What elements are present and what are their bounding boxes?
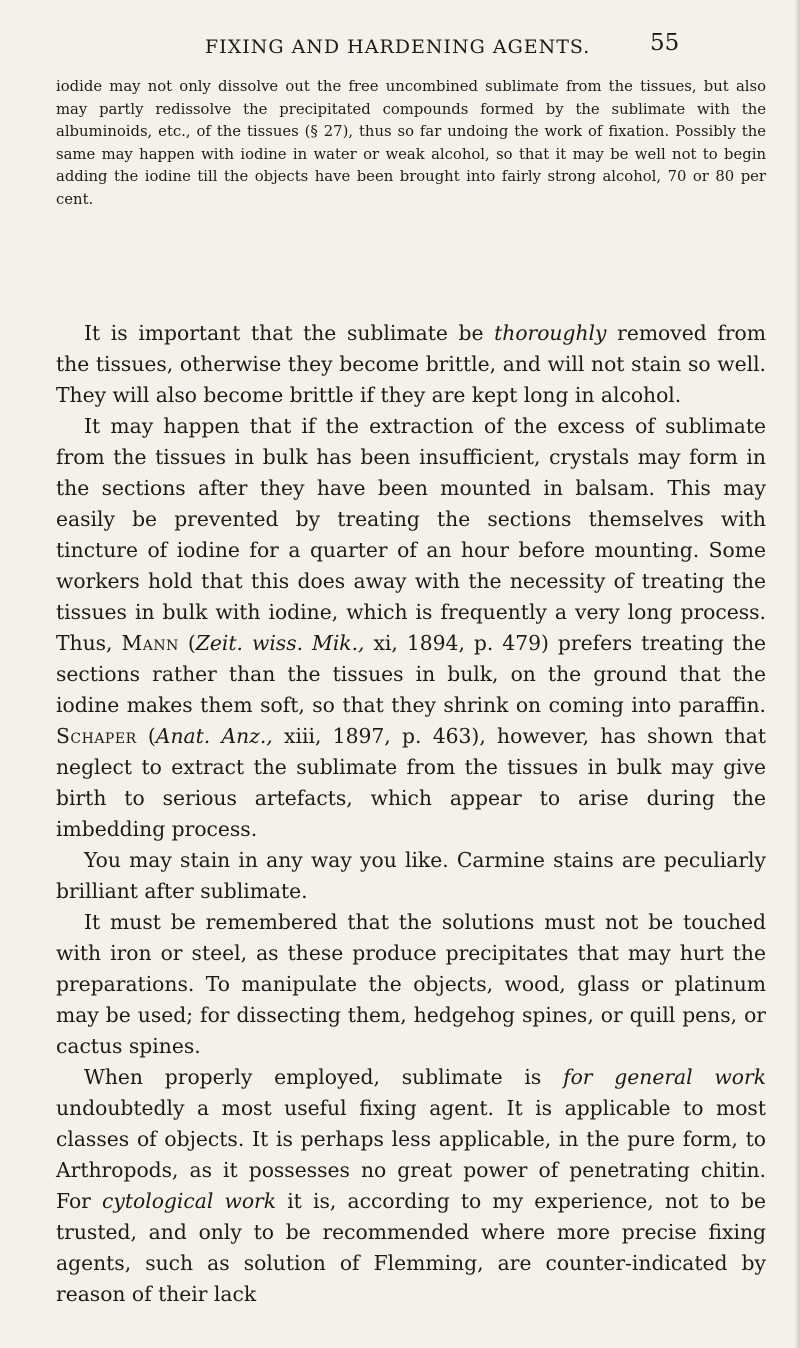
paragraph-iron-steel-warning: It must be remembered that the solutions must not be touched with iron or steel, as these produce precipitates that may hurt the preparations. To manipulate the objects, wood, glass or platinum may be used; for dissecting them, hedgehog spines, or quill pens, or cactus spines. bbox=[56, 910, 766, 1058]
emphasis-thoroughly: thoroughly bbox=[494, 321, 607, 345]
page-number: 55 bbox=[650, 30, 680, 56]
page-header bbox=[0, 30, 800, 64]
citation-journal-zeit: Zeit. wiss. Mik., bbox=[195, 631, 365, 655]
main-text-block bbox=[56, 318, 766, 1310]
paragraph-general-work: When properly employed, sublimate is for general work undoubtedly a most useful fixing agent. It is applicable to most classes of objects. It is perhaps less applicable, in the pure form, to Arthropods, as it possesses no great power of penetrating chitin. For cytological work it is, according to my experience, not to be trusted, and only to be recommended where more precise fixing agents, such as solution of Flemming, are counter-indicated by reason of their lack bbox=[56, 1065, 766, 1306]
paragraph-staining: You may stain in any way you like. Carmine stains are peculiarly brilliant after sublimate. bbox=[56, 848, 766, 903]
emphasis-general-work: for general work bbox=[563, 1065, 766, 1089]
paragraph-sublimate-removal: It is important that the sublimate be thoroughly removed from the tissues, otherwise they become brittle, and will not stain so well. They will also become brittle if they are kept long in alcohol. bbox=[56, 321, 766, 407]
continued-paragraph-block bbox=[56, 76, 766, 211]
citation-journal-anat: Anat. Anz., bbox=[155, 724, 273, 748]
emphasis-cytological-work: cytological work bbox=[102, 1189, 277, 1213]
author-schaper: Schaper bbox=[56, 724, 137, 748]
scan-edge-shadow bbox=[794, 0, 800, 1348]
running-head: FIXING AND HARDENING AGENTS. bbox=[205, 36, 591, 58]
author-mann: Mann bbox=[121, 631, 179, 655]
paragraph-crystals-in-sections: It may happen that if the extraction of the excess of sublimate from the tissues in bulk has been insufficient, crystals may form in the sections after they have been mounted in balsam. This may easily be prevented by treating the sections themselves with tincture of iodine for a quarter of an hour before mounting. Some workers hold that this does away with the necessity of treating the tissues in bulk with iodine, which is frequently a very long process. Thus, Mann (Zeit. wiss. Mik., xi, 1894, p. 479) prefers treating the sections rather than the tissues in bulk, on the ground that the iodine makes them soft, so that they shrink on coming into paraffin. Schaper (Anat. Anz., xiii, 1897, p. 463), however, has shown that neglect to extract the sublimate from the tissues in bulk may give birth to serious artefacts, which appear to arise during the imbedding process. bbox=[56, 414, 767, 841]
paragraph-iodide-dissolves: iodide may not only dissolve out the free uncombined sublimate from the tissues, but also may partly redissolve the precipitated compounds formed by the sublimate with the albuminoids, etc., of the tissues (§ 27), thus so far undoing the work of fixation. Possibly the same may happen with iodine in water or weak alcohol, so that it may be well not to begin adding the iodine till the objects have been brought into fairly strong alcohol, 70 or 80 per cent. bbox=[56, 78, 766, 208]
